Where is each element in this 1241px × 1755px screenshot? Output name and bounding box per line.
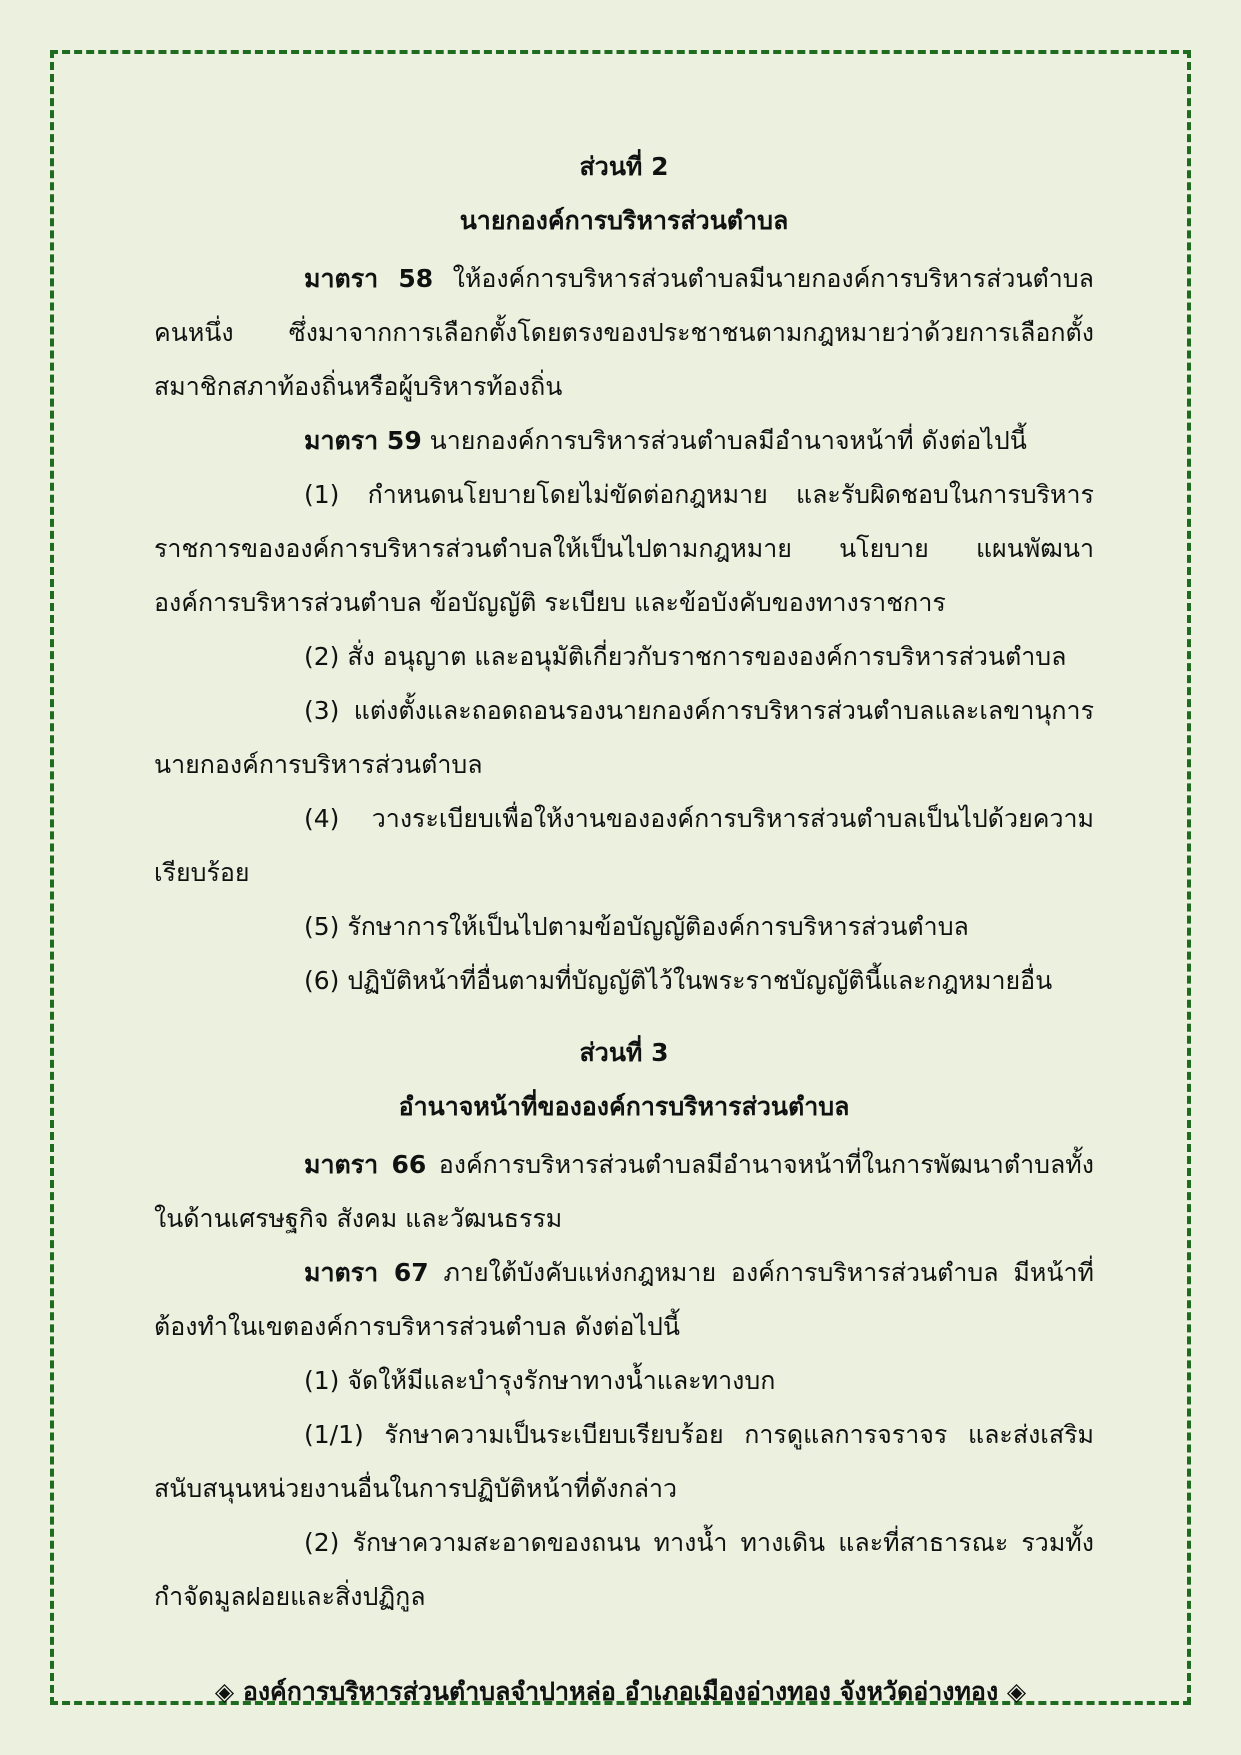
article-59-text: นายกองค์การบริหารส่วนตำบลมีอำนาจหน้าที่ ดังต่อไปนี้ <box>421 426 1027 455</box>
article-58 <box>154 252 1094 414</box>
article-59-item-1: (1) กำหนดนโยบายโดยไม่ขัดต่อกฎหมาย และรับผิดชอบในการบริหารราชการขององค์การบริหารส่วนตำบลให้เป็นไปตามกฎหมาย นโยบาย แผนพัฒนาองค์การบริหารส่วนตำบล ข้อบัญญัติ ระเบียบ และข้อบังคับของทางราชการ <box>154 480 1094 617</box>
article-66-text: องค์การบริหารส่วนตำบลมีอำนาจหน้าที่ในการพัฒนาตำบลทั้งในด้านเศรษฐกิจ สังคม และวัฒนธรรม <box>154 1150 1094 1233</box>
article-59-label: มาตรา 59 <box>304 426 422 455</box>
footer-organization-name: ◈ องค์การบริหารส่วนตำบลจำปาหล่อ อำเภอเมืองอ่างทอง จังหวัดอ่างทอง ◈ <box>214 1677 1027 1706</box>
article-59-item-6: (6) ปฏิบัติหน้าที่อื่นตามที่บัญญัติไว้ในพระราชบัญญัตินี้และกฎหมายอื่น <box>304 966 1053 995</box>
section-2-title: ส่วนที่ 2 <box>579 152 669 181</box>
article-67-text: ภายใต้บังคับแห่งกฎหมาย องค์การบริหารส่วนตำบล มีหน้าที่ต้องทำในเขตองค์การบริหารส่วนตำบล ดังต่อไปนี้ <box>154 1258 1094 1341</box>
article-67-item-1: (1) จัดให้มีและบำรุงรักษาทางน้ำและทางบก <box>304 1366 776 1395</box>
page-frame <box>50 50 1191 1705</box>
article-67 <box>154 1246 1094 1354</box>
article-59-item-2: (2) สั่ง อนุญาต และอนุมัติเกี่ยวกับราชการขององค์การบริหารส่วนตำบล <box>304 642 1067 671</box>
article-59-item-4: (4) วางระเบียบเพื่อให้งานขององค์การบริหารส่วนตำบลเป็นไปด้วยความเรียบร้อย <box>154 804 1094 887</box>
article-58-label: มาตรา 58 <box>304 264 434 293</box>
section-3-subtitle: อำนาจหน้าที่ขององค์การบริหารส่วนตำบล <box>398 1092 850 1121</box>
article-66-label: มาตรา 66 <box>304 1150 427 1179</box>
section-3-title: ส่วนที่ 3 <box>579 1038 669 1067</box>
article-67-item-2: (2) รักษาความสะอาดของถนน ทางน้ำ ทางเดิน และที่สาธารณะ รวมทั้งกำจัดมูลฝอยและสิ่งปฏิกูล <box>154 1528 1094 1611</box>
article-59 <box>154 414 1094 468</box>
article-67-label: มาตรา 67 <box>304 1258 429 1287</box>
article-67-item-1-1: (1/1) รักษาความเป็นระเบียบเรียบร้อย การดูแลการจราจร และส่งเสริมสนับสนุนหน่วยงานอื่นในการปฏิบัติหน้าที่ดังกล่าว <box>154 1420 1094 1503</box>
article-66 <box>154 1138 1094 1246</box>
article-59-item-5: (5) รักษาการให้เป็นไปตามข้อบัญญัติองค์การบริหารส่วนตำบล <box>304 912 969 941</box>
article-59-item-3: (3) แต่งตั้งและถอดถอนรองนายกองค์การบริหารส่วนตำบลและเลขานุการนายกองค์การบริหารส่วนตำบล <box>154 696 1094 779</box>
section-2-subtitle: นายกองค์การบริหารส่วนตำบล <box>459 206 789 235</box>
article-58-text: ให้องค์การบริหารส่วนตำบลมีนายกองค์การบริหารส่วนตำบลคนหนึ่ง ซึ่งมาจากการเลือกตั้งโดยตรงของประชาชนตามกฎหมายว่าด้วยการเลือกตั้งสมาชิกสภาท้องถิ่นหรือผู้บริหารท้องถิ่น <box>154 264 1094 401</box>
document-body <box>154 54 1094 1624</box>
